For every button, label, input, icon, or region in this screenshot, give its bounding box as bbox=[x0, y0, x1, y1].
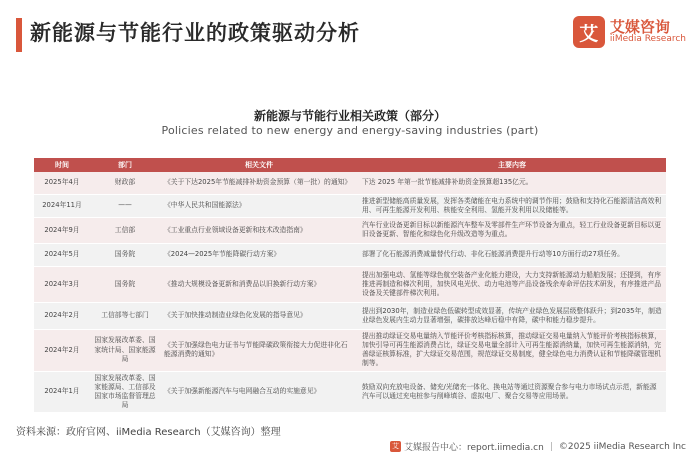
header-doc: 相关文件 bbox=[160, 158, 358, 172]
cell-doc: 《2024—2025年节能降碳行动方案》 bbox=[160, 243, 358, 266]
table-row bbox=[34, 371, 666, 413]
cell-dept: 财政部 bbox=[90, 172, 160, 194]
cell-doc: 《关于加强新能源汽车与电网融合互动的实施意见》 bbox=[160, 371, 358, 413]
cell-dept: 国务院 bbox=[90, 266, 160, 302]
cell-doc: 《关于下达2025年节能减排补助资金预算（第一批）的通知》 bbox=[160, 172, 358, 194]
header-content: 主要内容 bbox=[358, 158, 666, 172]
cell-doc: 《推动大规模设备更新和消费品以旧换新行动方案》 bbox=[160, 266, 358, 302]
table-header-row bbox=[34, 158, 666, 172]
title-accent-bar bbox=[16, 18, 22, 52]
table-row bbox=[34, 217, 666, 243]
table-row bbox=[34, 172, 666, 194]
header-dept: 部门 bbox=[90, 158, 160, 172]
source-note: 资料来源：政府官网、iiMedia Research（艾媒咨询）整理 bbox=[16, 427, 281, 438]
table-row bbox=[34, 266, 666, 302]
cell-content: 部署了化石能源消费减量替代行动、非化石能源消费提升行动等10方面行动27项任务。 bbox=[358, 243, 666, 266]
report-center-link[interactable]: 艾媒报告中心：report.iimedia.cn bbox=[403, 443, 544, 453]
footer-info: 艾 艾媒报告中心：report.iimedia.cn | ©2025 iiMedia Research Inc bbox=[391, 441, 686, 453]
copyright-text: ©2025 iiMedia Research Inc bbox=[558, 441, 686, 452]
cell-time: 2024年5月 bbox=[34, 243, 90, 266]
cell-doc: 《工业重点行业领域设备更新和技术改造指南》 bbox=[160, 217, 358, 243]
cell-content: 下达 2025 年第一批节能减排补助资金预算超135亿元。 bbox=[358, 172, 666, 194]
cell-doc: 《关于加快推动制造业绿色化发展的指导意见》 bbox=[160, 302, 358, 329]
cell-time: 2024年1月 bbox=[34, 371, 90, 413]
page-title: 新能源与节能行业的政策驱动分析 bbox=[30, 21, 360, 45]
cell-time: 2024年3月 bbox=[34, 266, 90, 302]
table-row bbox=[34, 194, 666, 217]
cell-content: 提出推动绿证交易电量纳入节能评价考核指标核算，推动绿证交易电量纳入节能评价考核指标核算，加快引导可再生能源消费占比，绿证交易电量全部计入可再生能源消纳量，加快可再生能源消纳，完善绿证核算标准，扩大绿证交易范围，规范绿证交易制度，健全绿色电力消费认证和节能降碳管理机制等。 bbox=[358, 329, 666, 371]
cell-dept: 工信部等七部门 bbox=[90, 302, 160, 329]
table-row bbox=[34, 243, 666, 266]
cell-content: 提出到2030年，制造业绿色低碳转型成效显著，传统产业绿色发展层级整体跃升；到2035年，制造业绿色发展内生动力显著增强，碳排放达峰后稳中有降，碳中和能力稳步提升。 bbox=[358, 302, 666, 329]
cell-doc: 《关于加强绿色电力证书与节能降碳政策衔接大力促进非化石能源消费的通知》 bbox=[160, 329, 358, 371]
cell-content: 汽车行业设备更新目标以新能源汽车整车及零部件生产环节设备为重点，轻工行业设备更新目标以更旧设备更新、智能化和绿色化升级改造等为重点。 bbox=[358, 217, 666, 243]
cell-time: 2024年2月 bbox=[34, 329, 90, 371]
brand-logo bbox=[573, 16, 686, 48]
cell-time: 2024年11月 bbox=[34, 194, 90, 217]
cell-dept: 国家发展改革委、国家能源局、工信部及国家市场监督管理总局 bbox=[90, 371, 160, 413]
cell-content: 提出加强电动、氢能等绿色航空装备产业化能力建设，大力支持新能源动力船舶发展；还提到，有序推进再制造和梯次利用，加快风电光伏、动力电池等产品设备残余寿命评估技术研发，有序推进产品设备及关键部件梯次利用。 bbox=[358, 266, 666, 302]
header-time: 时间 bbox=[34, 158, 90, 172]
logo-name-cn: 艾媒咨询 bbox=[609, 17, 670, 36]
cell-dept: 国家发展改革委、国家统计局、国家能源局 bbox=[90, 329, 160, 371]
table-subtitle: Policies related to new energy and energy-saving industries (part) bbox=[161, 124, 539, 137]
table-title: 新能源与节能行业相关政策（部分） bbox=[253, 109, 446, 123]
table-row bbox=[34, 329, 666, 371]
cell-time: 2025年4月 bbox=[34, 172, 90, 194]
logo-name-en: iiMedia Research bbox=[609, 34, 686, 45]
table-row bbox=[34, 302, 666, 329]
brand-small-icon: 艾 bbox=[391, 442, 399, 450]
cell-time: 2024年2月 bbox=[34, 302, 90, 329]
cell-dept: —— bbox=[90, 194, 160, 217]
cell-doc: 《中华人民共和国能源法》 bbox=[160, 194, 358, 217]
cell-content: 鼓励双向充放电设备、储充/光储充一体化、换电站等通过资源聚合参与电力市场试点示范，新能源汽车可以通过充电桩参与削峰填谷、虚拟电厂、聚合交易等应用场景。 bbox=[358, 371, 666, 413]
policy-table bbox=[34, 158, 666, 413]
cell-dept: 工信部 bbox=[90, 217, 160, 243]
cell-dept: 国务院 bbox=[90, 243, 160, 266]
cell-content: 推进新型储能高质量发展，发挥各类储能在电力系统中的调节作用；鼓励和支持化石能源清洁高效利用、可再生能源开发利用、核能安全利用、氢能开发利用以及储能等。 bbox=[358, 194, 666, 217]
logo-mark-icon: 艾 bbox=[573, 16, 605, 48]
cell-time: 2024年9月 bbox=[34, 217, 90, 243]
